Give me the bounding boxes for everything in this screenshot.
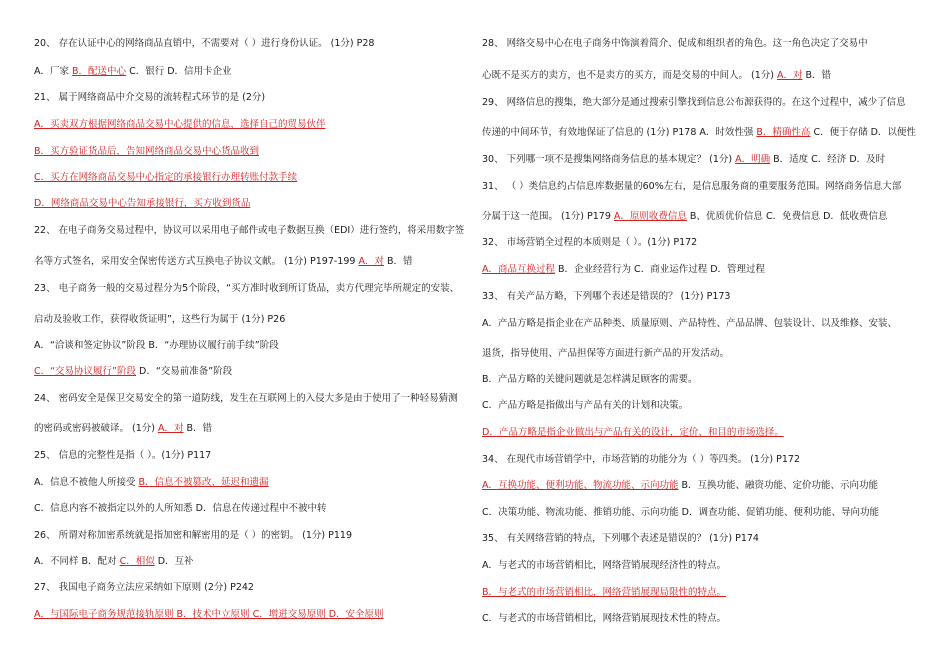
question-text: 32、 市场营销全过程的本质则是（ ）。(1分) P172 [482, 237, 698, 248]
answer-text: A．对 [777, 70, 803, 81]
question-text: 启动及验收工作，获得收货证明”，这些行为属于 (1分) P26 [34, 314, 286, 325]
question-text: 传递的中间环节，有效地保证了信息的 (1分) P178 A．时效性强 [482, 127, 757, 138]
answer-text: C．“交易协议履行”阶段 [34, 366, 136, 377]
question-line [482, 348, 729, 360]
question-text: 21、 属于网络商品中介交易的流转程式环节的是 (2分) [34, 92, 266, 103]
question-line [34, 256, 413, 268]
question-text: 退货，指导使用、产品担保等方面进行新产品的开发活动。 [482, 348, 730, 359]
question-line [482, 587, 726, 599]
question-text: B．错 [383, 256, 413, 267]
question-line [482, 318, 897, 330]
answer-text: C．相似 [119, 556, 155, 567]
question-text: 35、 有关网络营销的特点，下列哪个表述是错误的？ (1分) P174 [482, 533, 759, 544]
question-text: A．产品方略是指企业在产品种类、质量原则、产品特性、产品品牌、包装设计、以及维修、安装、 [482, 318, 898, 329]
question-text: A．与老式的市场营销相比，网络营销展现经济性的特点。 [482, 560, 726, 571]
question-text: 26、 所谓对称加密系统就是指加密和解密用的是（ ）的密钥。 (1分) P119 [34, 530, 352, 541]
question-line [34, 423, 212, 435]
answer-text: A．买卖双方根据网络商品交易中心提供的信息，选择自己的贸易伙伴 [34, 119, 326, 130]
question-text: 的密码或密码被破译。 (1分) [34, 423, 158, 434]
question-text: D．互补 [154, 556, 194, 567]
answer-text: B．买方验证货品后，告知网络商品交易中心货品收到 [34, 146, 260, 157]
question-line [34, 556, 194, 568]
question-line [482, 38, 868, 50]
question-line [482, 154, 885, 166]
question-text: B、优质优价信息 C．免费信息 D．低收费信息 [686, 211, 888, 222]
question-text: A．不同样 B．配对 [34, 556, 120, 567]
answer-text: B．技术中立原则 [176, 609, 253, 620]
question-text: A．“洽谈和签定协议”阶段 B．“办理协议履行前手续”阶段 [34, 340, 279, 351]
answer-text: D．产品方略是指企业做出与产品有关的设计，定价、和目的市场选择。 [482, 427, 784, 438]
question-line [482, 70, 831, 82]
question-line [34, 66, 232, 78]
answer-text: B．信息不被篡改、延迟和遗漏 [138, 477, 269, 488]
question-text: 33、 有关产品方略，下列哪个表述是错误的？ (1分) P173 [482, 291, 731, 302]
question-text: A．厂家 [34, 66, 73, 77]
answer-text: D．网络商品交易中心告知承接银行，买方收到货品 [34, 198, 251, 209]
question-text: 27、 我国电子商务立法应采纳如下原则 (2分) P242 [34, 582, 254, 593]
question-text: 30、 下列哪一项不是搜集网络商务信息的基本规定？ (1分) [482, 154, 736, 165]
question-line [482, 97, 906, 109]
question-line [34, 582, 254, 594]
question-text: 24、 密码安全是保卫交易安全的第一道防线，发生在互联网上的入侵大多是由于使用了一种轻易猜测 [34, 393, 458, 404]
question-line [482, 211, 887, 223]
question-text: 心既不是买方的卖方，也不是卖方的买方，而是交易的中间人。 (1分) [482, 70, 777, 81]
question-text: 分属于这一范围。 (1分) P179 [482, 211, 614, 222]
question-line [34, 172, 297, 184]
question-line [482, 374, 698, 386]
question-line [34, 609, 384, 621]
question-text: B．错 [183, 423, 213, 434]
question-line [482, 237, 697, 249]
question-text: 25、 信息的完整性是指（ ）。(1分) P117 [34, 450, 212, 461]
answer-text: A．原则收费信息 [613, 211, 687, 222]
question-text: B．互换功能、融资功能、定价功能、示向功能 [678, 480, 879, 491]
question-line [34, 225, 464, 237]
answer-text: A．商品互换过程 [482, 264, 555, 275]
question-line [34, 146, 259, 158]
question-line [34, 92, 265, 104]
question-line [34, 314, 285, 326]
question-text: 23、 电子商务一般的交易过程分为5个阶段，“买方准时收到所订货品，卖方代理完毕所规定的安装、 [34, 283, 460, 294]
answer-text: A．对 [358, 256, 384, 267]
question-text: D．“交易前准备”阶段 [135, 366, 233, 377]
answer-text: A．明确 [735, 154, 771, 165]
question-text: C．银行 D．信用卡企业 [126, 66, 232, 77]
question-text: 28、 网络交易中心在电子商务中饰演着简介、促成和组织者的角色。这一角色决定了交易中 [482, 38, 868, 49]
question-line [482, 427, 784, 439]
answer-text: B．精确性高 [756, 127, 811, 138]
question-line [482, 480, 878, 492]
question-text: C．信息内容不被指定以外的人所知悉 D．信息在传递过程中不被中转 [34, 503, 327, 514]
question-text: B．产品方略的关键问题就是怎样满足顾客的需要。 [482, 374, 698, 385]
question-line [482, 533, 759, 545]
question-line [34, 198, 250, 210]
question-line [482, 181, 901, 193]
question-text: B．错 [802, 70, 832, 81]
answer-text: B．与老式的市场营销相比，网络营销展现局限性的特点。 [482, 587, 727, 598]
question-text: 34、 在现代市场营销学中，市场营销的功能分为（ ）等四类。 (1分) P172 [482, 454, 800, 465]
question-line [482, 560, 726, 572]
answer-text: A．对 [158, 423, 184, 434]
question-text: 31、 （ ）类信息约占信息库数据量的60%左右，是信息服务商的重要服务范围。网络商务信息大部 [482, 181, 902, 192]
question-text: B．适度 C．经济 D．及时 [770, 154, 886, 165]
answer-text: C．买方在网络商品交易中心指定的承接银行办理转账付款手续 [34, 172, 298, 183]
question-line [34, 38, 374, 50]
question-line [34, 530, 352, 542]
question-line [34, 450, 211, 462]
question-text: C．便于存储 D．以便性 [810, 127, 916, 138]
question-line [482, 454, 800, 466]
answer-text: A．互换功能、便利功能、物流功能、示向功能 [482, 480, 679, 491]
question-line [482, 400, 688, 412]
question-line [482, 264, 765, 276]
question-text: 名等方式签名，采用安全保密传送方式互换电子协议文献。 (1分) P197-199 [34, 256, 359, 267]
question-line [34, 503, 326, 515]
question-text: C．产品方略是指做出与产品有关的计划和决策。 [482, 400, 689, 411]
answer-text: D．安全原则 [328, 609, 384, 620]
question-line [482, 613, 726, 625]
question-line [482, 507, 879, 519]
question-line [482, 127, 916, 139]
question-line [34, 283, 459, 295]
question-text: B．企业经营行为 C．商业运作过程 D．管理过程 [555, 264, 766, 275]
question-line [34, 340, 279, 352]
question-line [34, 119, 326, 131]
question-line [34, 393, 458, 405]
question-text: 20、 存在认证中心的网络商品直销中，不需要对（ ）进行身份认证。 (1分) P28 [34, 38, 375, 49]
answer-text: B．配送中心 [72, 66, 127, 77]
question-text: 22、 在电子商务交易过程中，协议可以采用电子邮件或电子数据互换（EDI）进行签约，将采用数字签 [34, 225, 465, 236]
answer-text: A．与国际电子商务规范接轨原则 [34, 609, 177, 620]
question-line [34, 477, 269, 489]
question-line [34, 366, 232, 378]
question-line [482, 291, 730, 303]
question-text: C．决策功能、物流功能、推销功能、示向功能 D．调查功能、促销功能、便利功能、导向功能 [482, 507, 879, 518]
question-text: A．信息不被他人所接受 [34, 477, 139, 488]
question-text: 29、 网络信息的搜集，绝大部分是通过搜索引擎找到信息公布源获得的。在这个过程中，减少了信息 [482, 97, 906, 108]
question-text: C．与老式的市场营销相比，网络营销展现技术性的特点。 [482, 613, 727, 624]
answer-text: C．增进交易原则 [252, 609, 329, 620]
